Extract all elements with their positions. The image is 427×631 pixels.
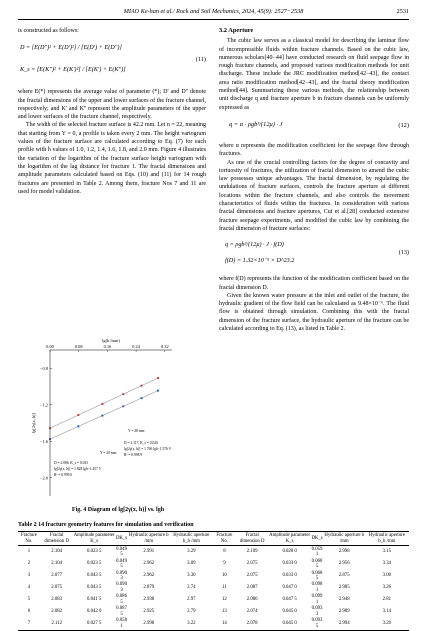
table-cell: 0.090 3 [116,570,127,582]
fracture-table [18,531,409,631]
x-tick-label: 0.00 [46,344,54,349]
table-cell: 0.043 5 [86,573,102,579]
equation-number: (12) [398,121,409,129]
equation-line: D = [E(D'')² + E(D')²] / [E(D') + E(D'')] [20,44,122,52]
table-cell: 3.22 [169,618,213,630]
table-cell: 0.033 0 [282,561,297,567]
paragraph: Given the known water pressure at the inlet and outlet of the fracture, the hydraulic gradient of the flow field can be calculated as 9.48×10⁻⁶. The fluid flow is obtained through simulation. Combining this with the fractal dimension of the fracture surface, the hydraulic aperture of the fracture can be calculated according to Eq. (13), as listed in Table 2. [219,292,409,333]
table-cell: 0.090 3 [116,582,127,594]
table-cell: 2.962 [143,561,155,567]
table-caption: Table 2 14 fracture geometry features for simulation and verification [18,522,194,528]
table-cell: 2.075 [246,573,258,579]
paragraph: is constructed as follows: [18,28,79,34]
annotation: D = 2.086, K_s = 0.035 [54,461,89,465]
table-cell: 0.086 5 [116,594,127,606]
table-cell: 2.082 [51,609,63,615]
table-cell: 2.078 [235,618,269,630]
col-header: Fractal dimension D [40,532,74,546]
section-heading: 3.2 Aperture [219,27,254,34]
table-cell: 13 [222,609,227,615]
table-cell: 2.998 [128,618,169,630]
table-cell: 0.023 5 [86,561,102,567]
table-cell: 3.00 [382,573,392,579]
table-cell: 0.098 1 [311,582,323,594]
data-point [157,377,159,379]
data-point [157,390,159,392]
annotation: R² = 0.999 6 [54,473,73,477]
table-cell: 2.994 [324,618,365,630]
col-header: Fractal dimension D [235,532,269,546]
figure-4 [30,336,206,521]
x-tick-label: 0.32 [160,344,169,349]
table-cell: 0.058 1 [116,618,127,629]
table-cell: 3.29 [187,549,196,555]
annotation: Y = 20 mm [100,451,117,455]
x-tick-label: 0.16 [103,344,112,349]
table-cell: 0.045 0 [282,609,297,615]
table-row [18,582,409,594]
table-row [18,558,409,570]
table-cell: 0.093 5 [311,618,323,629]
table-cell: 0.068 5 [311,558,323,570]
table-cell: 2.104 [51,549,63,555]
table-cell: 0.041 5 [86,597,102,603]
right-column [219,27,409,333]
y-tick-label: −1.2 [40,402,48,408]
table-cell: 0.068 5 [311,570,323,582]
figure-caption: Fig. 4 Diagram of lg[2γ(x, h)] vs. lgh [71,507,165,513]
col-header: DK_s [310,532,323,546]
table-cell: 3 [27,573,31,579]
table-cell: 6 [27,609,31,615]
data-point [140,385,142,387]
equation-line: q = α · ρgb³/(12μ) · J [229,120,283,128]
annotation: lg[2γ(x, h)] = 1.766 lgh−1.576 9 [124,447,171,451]
table-cell: 0.059 1 [311,546,323,558]
col-header: DK_s [115,532,128,546]
paragraph: where α represents the modification coefficient for the seepage flow through fractures. [219,142,409,158]
annotation: R² = 0.998 9 [124,453,143,457]
table-cell: 3.09 [187,561,196,567]
paragraph: As one of the crucial controlling factors for the degree of concavity and tortuosity of fractures, the utilization of fractal dimension to amend the cubic law possesses unique advantages. The fractal dimension, by regulating the undulations of fracture surfaces, controls the fracture aperture at different locations within the fracture channels, and also controls the movement characteristics of fluids within the fractures. In consideration with various fractal dimensions and fracture apertures, Cui et al.[28] conducted extensive fracture seepage experiments, and modified the cubic law by combining the fractal dimension of fracture surfaces: [219,159,409,232]
data-point [122,405,124,407]
table-cell: 3.14 [382,609,392,615]
equation-11 [18,38,206,86]
paragraph: where f(D) represents the function of the modification coefficient based on the fractal dimension D. [219,276,409,291]
table-cell: 3.34 [382,561,392,567]
table-cell: 0.049 5 [116,558,127,570]
equation-line: q = ρgb³/(12μ) · J · f(D) [225,241,284,249]
table-row [18,618,409,630]
table-cell: 2.104 [51,561,63,567]
table-row [18,606,409,618]
table-cell: 2.985 [338,585,350,591]
table-cell: 2 [27,561,31,567]
y-tick-label: −2.0 [40,475,48,481]
table-cell: 2.086 [246,597,258,603]
table-cell: 0.099 1 [311,594,323,606]
table-cell: 0.028 0 [282,549,297,555]
paragraph: The cubic law serves as a classical model for describing the laminar flow of incompressible fluids within fracture channels. Based on the cubic law, numerous scholars[40−44] have conducted research on fluid seepage flow in rough fracture channels, and proposed various modification methods for unit discharge. These include the JRC modification method[42−43], the contact area ratio modification method[42−43], and the fractal theory modification method[44]. Summarizing these various methods, the relationship between unit discharge q and fracture aperture b in fracture channels can be uniformly expressed as [219,38,409,111]
table-cell: 0.049 5 [116,546,127,558]
table-cell: 3.26 [382,585,392,591]
equation-number: (11) [195,56,206,64]
table-cell: 7 [18,618,40,630]
y-axis-title: lg[2γ(x, h)] [31,413,36,433]
table-cell: 2.948 [338,597,350,603]
table-cell: 2.956 [338,561,350,567]
col-header: Fracture No. [18,532,40,546]
col-header: Amplitude parameter K_s [269,532,310,546]
table-cell: 8 [223,549,226,555]
table-cell: 2.991 [143,549,155,555]
table-cell: 2.938 [143,597,155,603]
table-cell: 0.043 5 [86,585,102,591]
left-column [18,27,206,196]
x-tick-label: 0.08 [74,344,83,349]
y-tick-label: −0.8 [40,365,48,371]
table-cell: 11 [222,585,227,591]
col-header: Hydraulic aperture b_h /mm [365,532,409,546]
equation-number: (13) [398,249,409,257]
col-header: Hydraulic aperture b /mm [128,532,169,546]
table-cell: 2.97 [187,597,196,603]
x-tick-label: 0.24 [132,344,140,349]
page-number: 2531 [396,8,409,15]
table-cell: 2.989 [338,609,350,615]
table-row [18,594,409,606]
x-axis-title: lg(h /mm) [102,338,120,343]
table-cell: 0.047 0 [282,585,297,591]
paragraph: where E(*) represents the average value of parameter (*); D' and D'' denote the fractal dimensions of the upper and lower surfaces of the fracture channel, respectively; and K' and K'' represent the amplitude parameters of the upper and lower surfaces of the fracture channel, respectively. [18,89,206,121]
table-cell: 2.81 [382,597,392,603]
table-cell: 2.075 [246,561,258,567]
table-cell: 9 [223,561,226,567]
y-tick-label: −1.6 [40,438,48,444]
variogram-chart [30,336,206,506]
table-header-row [18,532,409,546]
table-cell: 2.087 [246,585,258,591]
equation-13 [219,237,409,271]
table-cell: 2.962 [143,573,155,579]
col-header: Amplitude parameter K_s [73,532,114,546]
table-cell: 2.875 [338,573,350,579]
table-row [18,570,409,582]
data-point [77,425,79,427]
table-cell: 0.027 5 [73,618,114,630]
table-cell: 0.047 5 [282,597,297,603]
annotation: Y = 28 mm [128,429,145,433]
table-cell: 2.112 [40,618,74,630]
equation-line: f(D) = 1.32×10⁻⁵ × D^23.2 [225,257,295,265]
table-cell: 0.045 0 [269,618,310,630]
equation-line: K_s = [E(K'')² + E(K')²] / [E(K') + E(K'')] [20,66,126,74]
table-cell: 0.023 5 [86,549,102,555]
paragraph: The width of the selected fracture surface is 42.2 mm. Let n = 22, meaning that starting from Y = 0, a profile is taken every 2 mm. The height variogram values of the fracture surface are calculated according to Eq. (7) for each profile with h values of 1.0, 1.2, 1.4, 1.6, 1.8, and 2.0 mm. Figure 4 illustrates the variation of the logarithm of the fracture surface height variogram with the logarithm of the lag distance for fracture 1. The fractal dimensions and amplitude parameters calculated based on Eqs. (10) and (11) for 14 rough fractures are presented in Table 2. Among them, fracture Nos 7 and 11 are used for model validation. [18,122,206,195]
equation-12 [219,116,409,138]
table-cell: 10 [222,573,227,579]
annotation: lg[2γ(x, h)] = 1.828 lgh−1.457 5 [54,467,101,471]
table-cell: 4 [27,585,31,591]
table-cell: 2.79 [187,609,196,615]
data-point [101,403,103,405]
table-cell: 0.087 5 [116,606,127,618]
annotation: D = 2.117, K_s = 0.026 [124,441,158,445]
table-cell: 5 [27,597,31,603]
table-cell: 2.074 [246,609,258,615]
table-cell: 2.083 [51,597,63,603]
table-cell: 2.925 [143,609,155,615]
table-cell: 3.15 [382,549,392,555]
table-row [18,546,409,558]
table-cell: 2.077 [51,573,63,579]
table-cell: 3.30 [187,573,196,579]
table-cell: 0.033 0 [282,573,297,579]
table-cell: 0.093 3 [311,606,323,618]
col-header: Hydraulic aperture b /mm [324,532,365,546]
table-cell: 12 [222,597,227,603]
table-cell: 3.20 [365,618,409,630]
table-cell: 2.74 [187,585,196,591]
data-point [140,397,142,399]
col-header: Hydraulic aperture b_h /mm [169,532,213,546]
table-cell: 2.998 [338,549,350,555]
col-header: Fracture No. [213,532,235,546]
table-cell: 0.042 0 [86,609,102,615]
table-cell: 1 [27,549,31,555]
data-point [77,414,79,416]
journal-citation: MIAO Ke-han et al./ Rock and Soil Mechanics, 2024, 45(9): 2527−2538 [123,8,304,15]
table-cell: 2.075 [51,585,63,591]
data-point [101,415,103,417]
table-cell: 14 [213,618,235,630]
data-point [122,393,124,395]
table-cell: 2.109 [246,549,258,555]
header-rule [18,19,409,20]
table-cell: 2.879 [143,585,155,591]
